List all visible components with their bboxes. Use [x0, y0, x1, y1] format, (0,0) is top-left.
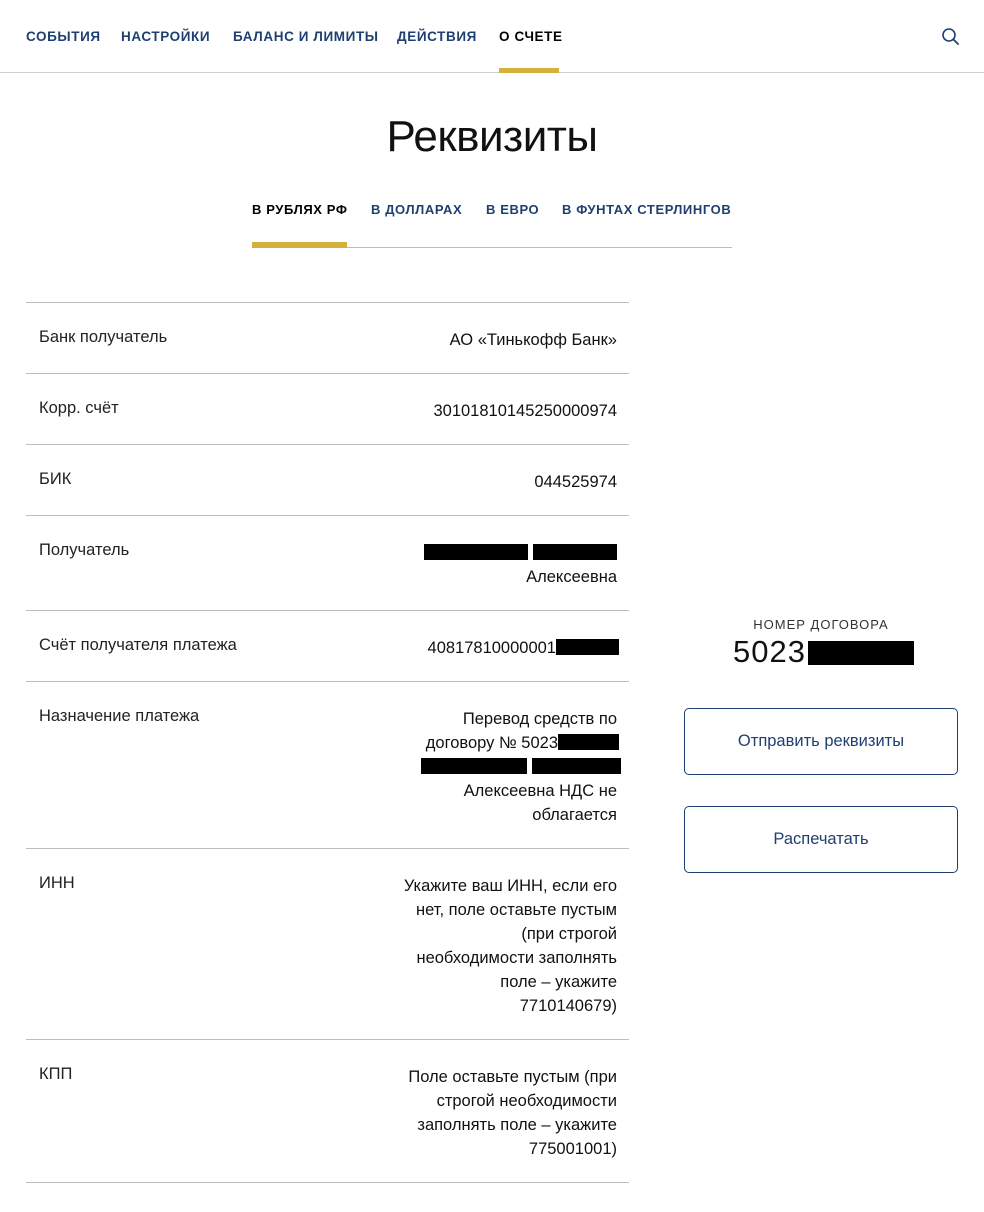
inn-line: Укажите ваш ИНН, если его [403, 877, 617, 895]
tab-pounds[interactable]: В ФУНТАХ СТЕРЛИНГОВ [562, 202, 732, 217]
purpose-line: Алексеевна НДС не [463, 782, 617, 800]
redaction-bar [421, 758, 527, 774]
redaction-bar [532, 758, 621, 774]
send-requisites-button[interactable]: Отправить реквизиты [684, 708, 958, 775]
table-row [26, 1040, 629, 1183]
tab-euro[interactable]: В ЕВРО [486, 202, 540, 217]
nav-item-events[interactable]: СОБЫТИЯ [26, 29, 101, 44]
row-label: КПП [39, 1065, 73, 1083]
redaction-bar [556, 639, 619, 655]
purpose-line [421, 755, 621, 779]
table-row [26, 682, 629, 849]
contract-number [733, 634, 914, 670]
purpose-line [421, 731, 621, 755]
redaction-bar [424, 544, 528, 560]
table-row [26, 849, 629, 1040]
active-nav-underline [499, 68, 559, 73]
row-label: ИНН [39, 874, 75, 892]
kpp-line: заполнять поле – укажите [417, 1116, 617, 1134]
nav-item-balance-limits[interactable]: БАЛАНС И ЛИМИТЫ [233, 29, 379, 44]
contract-number-prefix: 5023 [733, 634, 806, 669]
tab-rubles[interactable]: В РУБЛЯХ РФ [252, 202, 348, 217]
kpp-line: Поле оставьте пустым (при [408, 1068, 617, 1086]
row-value: 044525974 [534, 473, 617, 491]
row-value [404, 874, 617, 1018]
redaction-bar [533, 544, 617, 560]
contract-number-label: НОМЕР ДОГОВОРА [753, 617, 889, 632]
inn-line: 7710140679) [519, 997, 617, 1015]
table-row [26, 445, 629, 516]
top-navigation [0, 0, 984, 73]
row-value: АО «Тинькофф Банк» [449, 331, 617, 349]
row-value: 30101810145250000974 [433, 402, 617, 420]
row-label: Счёт получателя платежа [39, 636, 237, 654]
table-row [26, 611, 629, 682]
purpose-line: Перевод средств по [462, 710, 617, 728]
inn-line: необходимости заполнять [416, 949, 617, 967]
print-button[interactable]: Распечатать [684, 806, 958, 873]
account-number-prefix: 40817810000001 [427, 639, 556, 657]
purpose-line: облагается [532, 806, 617, 824]
row-label: БИК [39, 470, 72, 488]
currency-tabs [252, 202, 732, 248]
page-title: Реквизиты [386, 112, 598, 161]
row-label: Корр. счёт [39, 399, 119, 417]
redaction-bar [558, 734, 619, 750]
nav-item-settings[interactable]: НАСТРОЙКИ [121, 29, 211, 44]
tab-dollars[interactable]: В ДОЛЛАРАХ [371, 202, 463, 217]
row-label: Назначение платежа [39, 707, 200, 725]
nav-item-about-account[interactable]: О СЧЕТЕ [499, 29, 563, 44]
row-value [424, 541, 617, 589]
search-icon[interactable] [941, 27, 961, 47]
table-row [26, 516, 629, 611]
inn-line: нет, поле оставьте пустым [416, 901, 617, 919]
row-value [428, 636, 619, 660]
kpp-line: 775001001) [528, 1140, 617, 1158]
inn-line: поле – укажите [500, 973, 617, 991]
row-label: Банк получатель [39, 328, 168, 346]
inn-line: (при строгой [521, 925, 617, 943]
row-value [408, 1065, 617, 1161]
redaction-bar [808, 641, 914, 665]
row-label: Получатель [39, 541, 130, 559]
table-row [26, 303, 629, 374]
requisites-table [26, 302, 629, 1183]
nav-item-actions[interactable]: ДЕЙСТВИЯ [397, 29, 477, 44]
recipient-patronymic: Алексеевна [526, 568, 617, 586]
kpp-line: строгой необходимости [436, 1092, 617, 1110]
purpose-contract-prefix: договору № 5023 [425, 734, 558, 752]
active-tab-underline [252, 242, 347, 248]
table-row [26, 374, 629, 445]
row-value [421, 707, 621, 827]
